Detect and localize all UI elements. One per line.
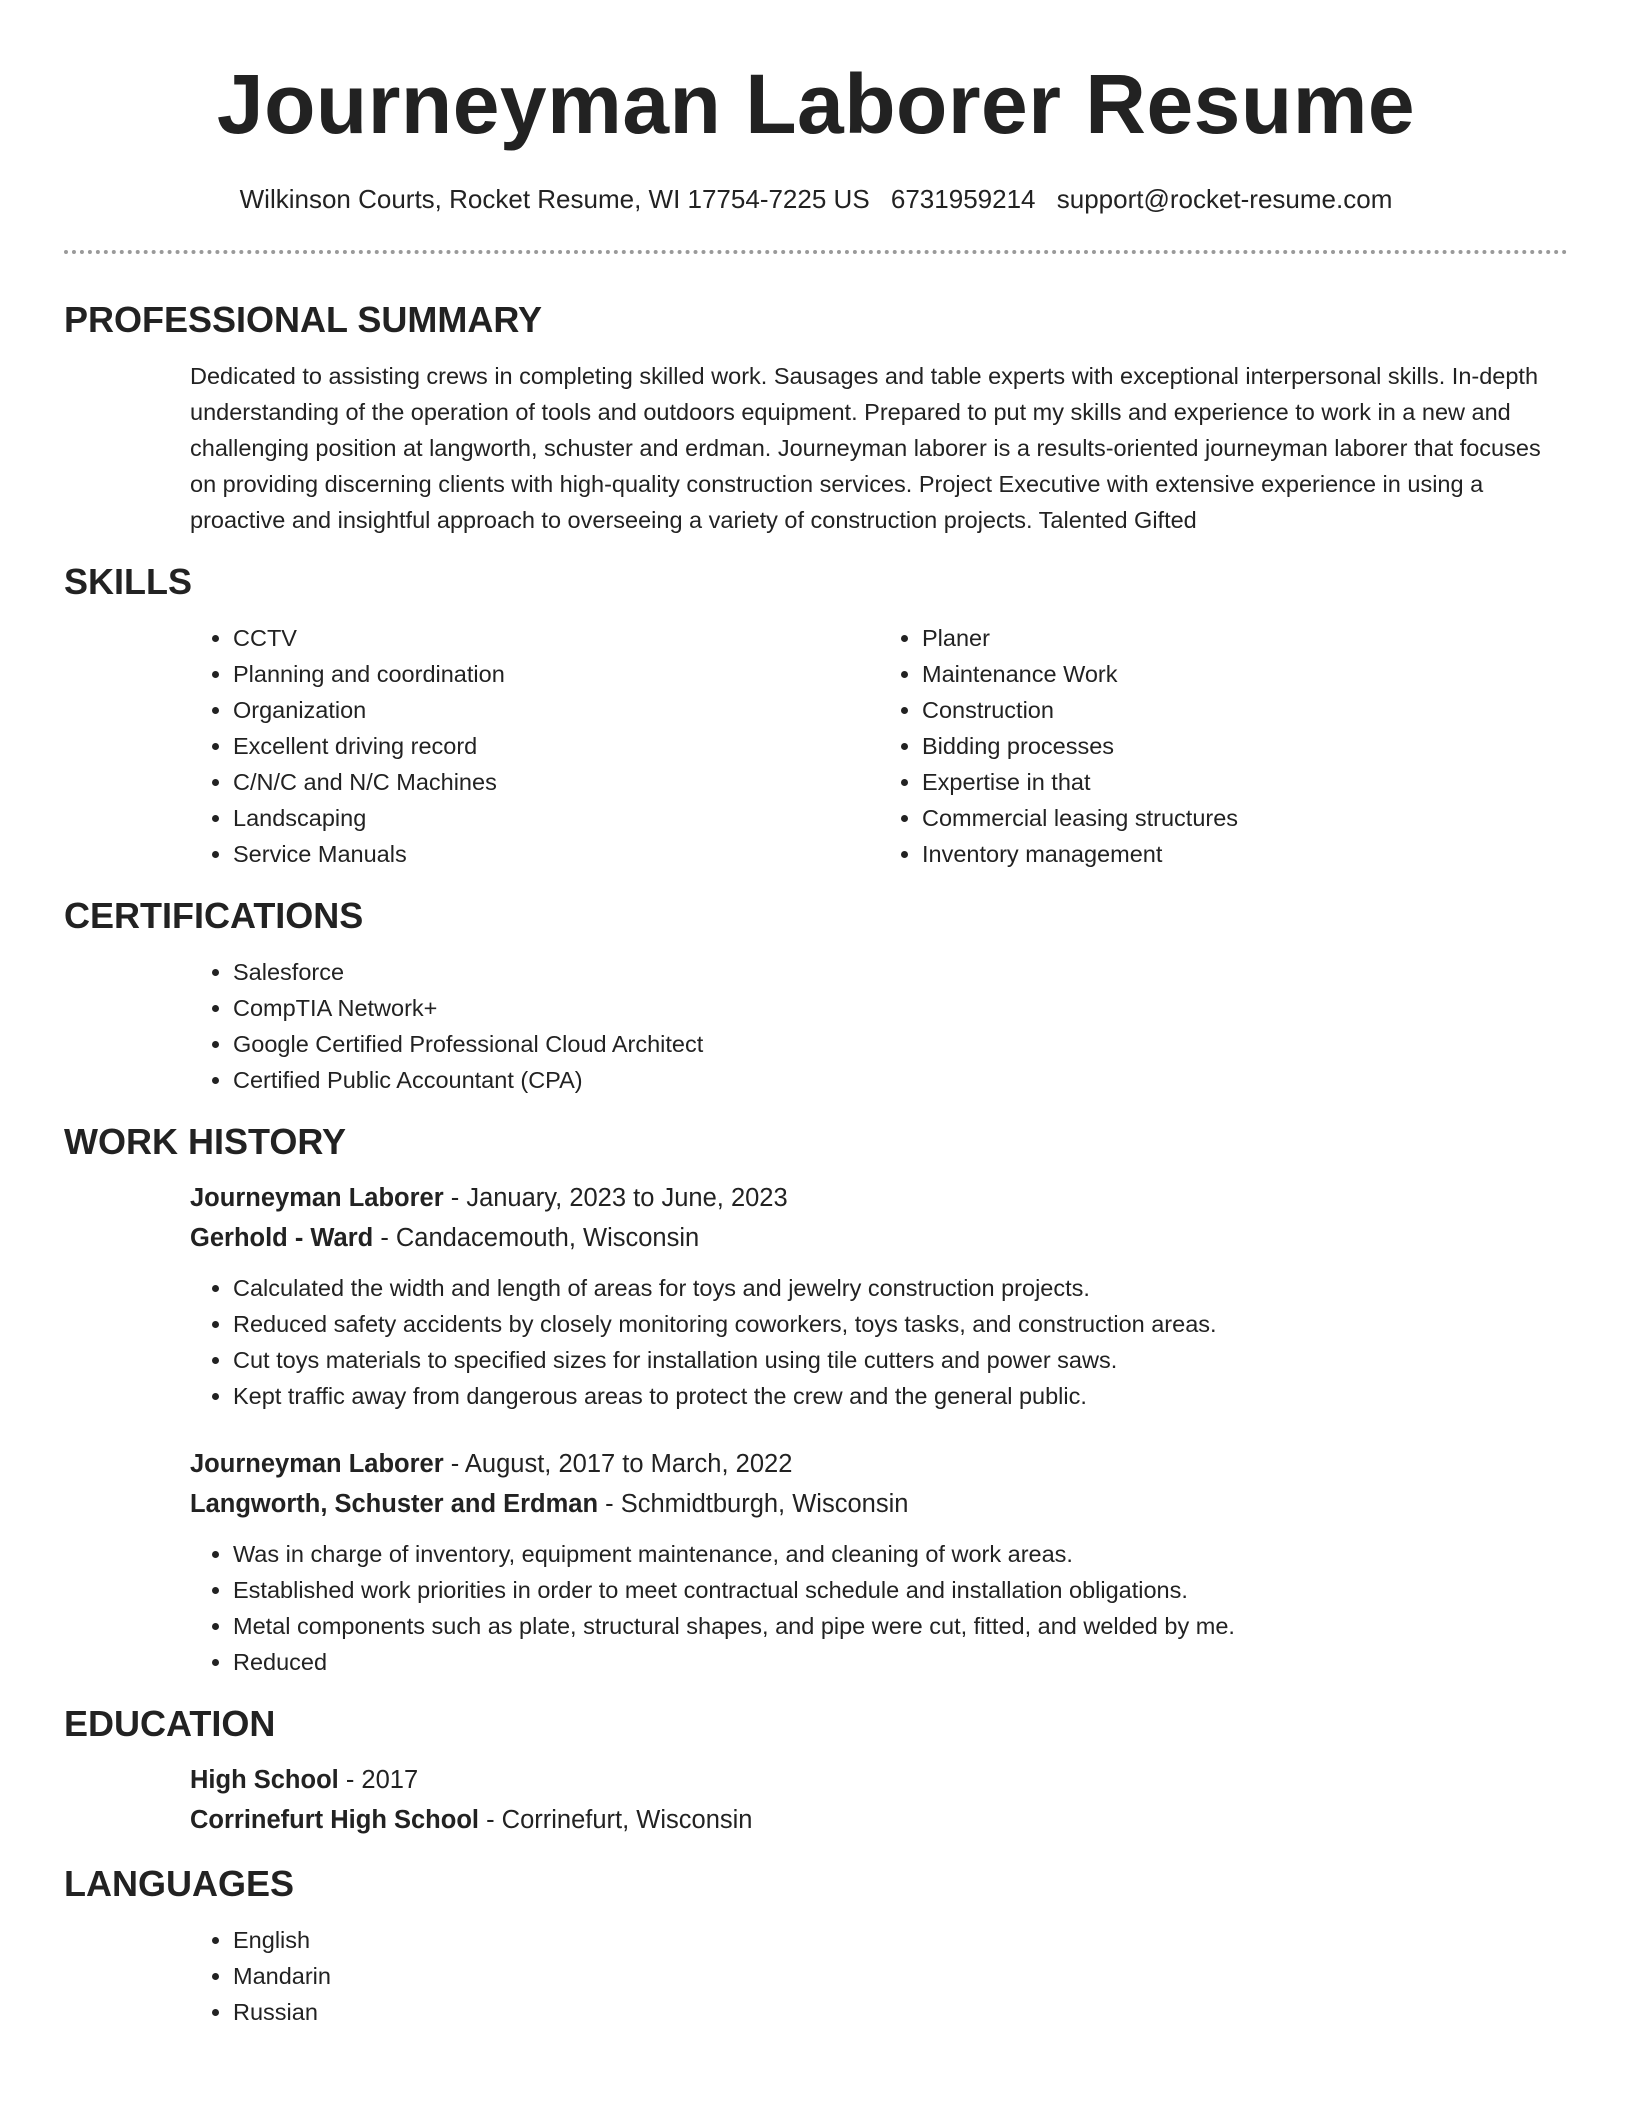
contact-phone: 6731959214: [890, 184, 1036, 214]
job-entry: [64, 1178, 1568, 1414]
job-bullet: • Reduced: [233, 1644, 1568, 1680]
language-item: • English: [233, 1922, 1568, 1958]
job-bullet: • Was in charge of inventory, equipment maintenance, and cleaning of work areas.: [233, 1536, 1568, 1572]
resume-title: Journeyman Laborer Resume: [216, 57, 1416, 151]
education-school: Corrinefurt High School: [190, 1806, 479, 1834]
certification-item: • CompTIA Network+: [233, 990, 1568, 1026]
skill-item: • Maintenance Work: [922, 656, 1568, 692]
skill-item: • Planning and coordination: [233, 656, 879, 692]
skill-item: • Service Manuals: [233, 836, 879, 872]
education-section: [64, 1702, 1568, 1840]
summary-heading: PROFESSIONAL SUMMARY: [64, 299, 543, 340]
job-company: Langworth, Schuster and Erdman: [190, 1490, 599, 1518]
job-dates: - August, 2017 to March, 2022: [443, 1450, 793, 1478]
certifications-list: [190, 954, 1568, 1098]
job-bullet: • Reduced safety accidents by closely monitoring coworkers, toys tasks, and construction areas.: [233, 1306, 1568, 1342]
skill-item: • Landscaping: [233, 800, 879, 836]
languages-section: [64, 1862, 1568, 2030]
certification-item: • Certified Public Accountant (CPA): [233, 1062, 1568, 1098]
skills-section: [64, 560, 1568, 872]
certification-item: • Salesforce: [233, 954, 1568, 990]
language-item: • Mandarin: [233, 1958, 1568, 1994]
job-title: Journeyman Laborer: [190, 1450, 444, 1478]
skill-item: • C/N/C and N/C Machines: [233, 764, 879, 800]
job-company-line: [190, 1218, 1568, 1258]
education-year: - 2017: [338, 1766, 419, 1794]
education-school-line: [190, 1800, 1568, 1840]
job-bullets: [190, 1270, 1568, 1414]
summary-text: Dedicated to assisting crews in completing skilled work. Sausages and table experts with exceptional interpersonal skills. In-depth understanding of the operation of tools and outdoors equipment. Prepared to put my skills and experience to work in a new and challenging position at langworth, schuster and erdman. Journeyman laborer is a results-oriented journeyman laborer that focuses on providing discerning clients with high-quality construction services. Project Executive with extensive experience in using a proactive and insightful approach to overseeing a variety of construction projects. Talented Gifted: [190, 363, 1541, 533]
job-entry: [64, 1444, 1568, 1680]
skill-item: • Inventory management: [922, 836, 1568, 872]
skill-item: • Bidding processes: [922, 728, 1568, 764]
job-bullet: • Established work priorities in order to meet contractual schedule and installation obligations.: [233, 1572, 1568, 1608]
header-divider: [64, 250, 1568, 254]
skill-item: • Expertise in that: [922, 764, 1568, 800]
job-bullet: • Cut toys materials to specified sizes for installation using tile cutters and power saws.: [233, 1342, 1568, 1378]
job-bullet: • Kept traffic away from dangerous areas to protect the crew and the general public.: [233, 1378, 1568, 1414]
job-title-line: [190, 1444, 1568, 1484]
contact-email: support@rocket-resume.com: [1056, 184, 1393, 214]
contact-address: Wilkinson Courts, Rocket Resume, WI 17754-7225 US: [239, 184, 870, 214]
work-history-section: [64, 1120, 1568, 1680]
languages-heading: LANGUAGES: [64, 1863, 295, 1904]
job-dates: - January, 2023 to June, 2023: [443, 1184, 788, 1212]
skill-item: • CCTV: [233, 620, 879, 656]
certification-item: • Google Certified Professional Cloud Architect: [233, 1026, 1568, 1062]
job-bullet: • Calculated the width and length of areas for toys and jewelry construction projects.: [233, 1270, 1568, 1306]
skills-list-left: [190, 620, 879, 872]
job-bullet: • Metal components such as plate, structural shapes, and pipe were cut, fitted, and welded by me.: [233, 1608, 1568, 1644]
work-history-heading: WORK HISTORY: [64, 1121, 347, 1162]
job-location: - Candacemouth, Wisconsin: [373, 1224, 700, 1252]
job-company-line: [190, 1484, 1568, 1524]
skill-item: • Planer: [922, 620, 1568, 656]
education-location: - Corrinefurt, Wisconsin: [479, 1806, 753, 1834]
skill-item: • Excellent driving record: [233, 728, 879, 764]
contact-line: [64, 182, 1568, 216]
skills-list-right: [879, 620, 1568, 872]
certifications-heading: CERTIFICATIONS: [64, 895, 364, 936]
job-title-line: [190, 1178, 1568, 1218]
summary-section: [64, 298, 1568, 538]
certifications-section: [64, 894, 1568, 1098]
education-heading: EDUCATION: [64, 1703, 276, 1744]
job-location: - Schmidtburgh, Wisconsin: [598, 1490, 909, 1518]
education-degree-line: [190, 1760, 1568, 1800]
skills-heading: SKILLS: [64, 561, 193, 602]
skill-item: • Commercial leasing structures: [922, 800, 1568, 836]
job-bullets: [190, 1536, 1568, 1680]
skill-item: • Organization: [233, 692, 879, 728]
job-title: Journeyman Laborer: [190, 1184, 444, 1212]
job-company: Gerhold - Ward: [190, 1224, 374, 1252]
languages-list: [190, 1922, 1568, 2030]
language-item: • Russian: [233, 1994, 1568, 2030]
skill-item: • Construction: [922, 692, 1568, 728]
education-degree: High School: [190, 1766, 339, 1794]
